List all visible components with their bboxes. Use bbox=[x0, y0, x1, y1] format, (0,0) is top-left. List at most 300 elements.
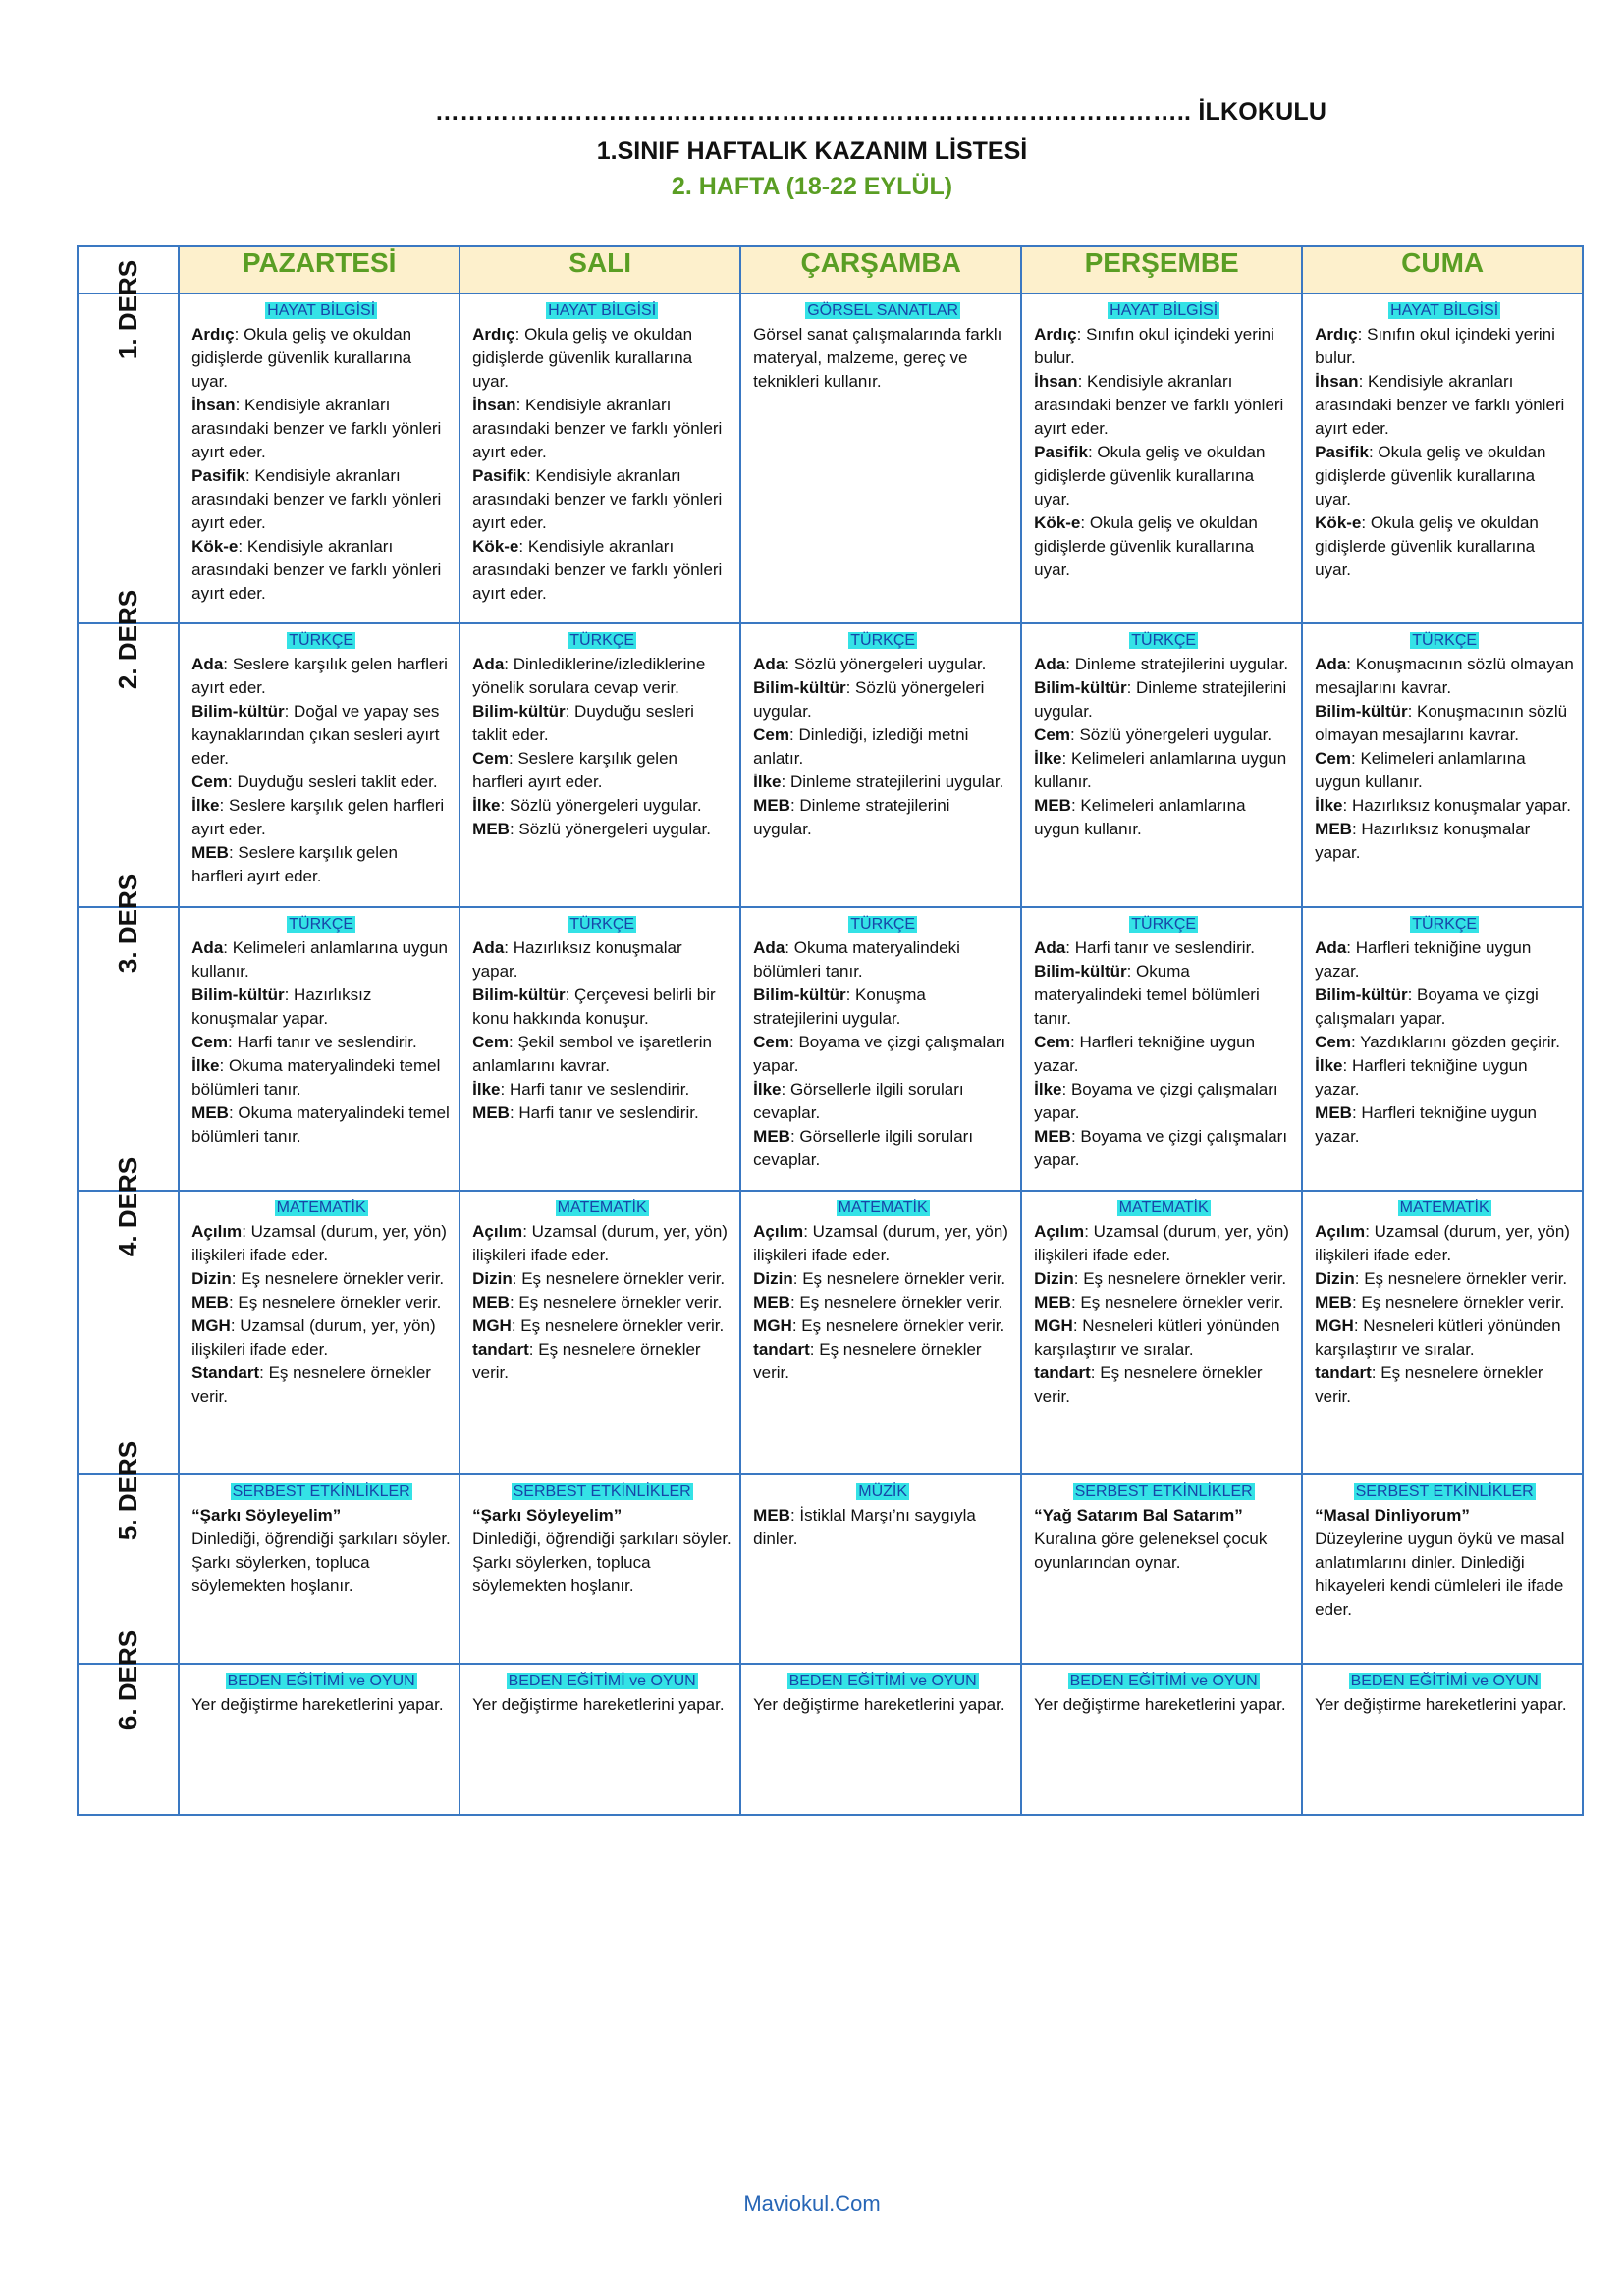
subject-tag: TÜRKÇE bbox=[850, 916, 916, 933]
subject-tag: SERBEST ETKİNLİKLER bbox=[513, 1483, 691, 1500]
outcome-text: : Seslere karşılık gelen harfleri ayırt eder. bbox=[191, 796, 445, 838]
schedule-cell bbox=[179, 907, 460, 1191]
outcome-entry bbox=[1315, 1101, 1574, 1148]
outcome-entry bbox=[753, 1125, 1012, 1172]
publisher-key: “Yağ Satarım Bal Satarım” bbox=[1034, 1506, 1243, 1524]
subject-tag: TÜRKÇE bbox=[569, 632, 635, 649]
day-header-row bbox=[78, 246, 1583, 294]
subject-tag: GÖRSEL SANATLAR bbox=[807, 302, 959, 319]
outcome-text: : Nesneleri kütleri yönünden karşılaştırır ve sıralar. bbox=[1034, 1316, 1280, 1359]
schedule-cell bbox=[1021, 1191, 1302, 1474]
subject-tag: TÜRKÇE bbox=[569, 916, 635, 933]
outcome-text: : Uzamsal (durum, yer, yön) ilişkileri ifade eder. bbox=[1315, 1222, 1570, 1264]
outcome-entry bbox=[753, 653, 1012, 676]
publisher-key: Ardıç bbox=[472, 325, 515, 344]
lesson-label-cell bbox=[78, 259, 179, 623]
schedule-cell bbox=[740, 1664, 1021, 1815]
lesson-label: 6. DERS bbox=[113, 1629, 143, 1731]
lesson-label: 4. DERS bbox=[113, 1156, 143, 1257]
outcome-entry bbox=[191, 1362, 451, 1409]
publisher-key: Kök-e bbox=[1315, 513, 1362, 532]
publisher-key: İlke bbox=[1034, 1080, 1062, 1098]
publisher-key: Bilim-kültür bbox=[1315, 702, 1408, 721]
schedule-cell bbox=[1302, 1474, 1583, 1664]
outcome-text: : Dinlediği, izlediği metni anlatır. bbox=[753, 725, 969, 768]
outcome-entry bbox=[472, 323, 731, 394]
outcome-text: : Harfi tanır ve seslendirir. bbox=[1065, 938, 1256, 957]
publisher-key: İlke bbox=[753, 1080, 782, 1098]
lesson-label: 1. DERS bbox=[113, 259, 143, 360]
outcome-text: : Harfleri tekniğine uygun yazar. bbox=[1315, 1056, 1528, 1098]
outcome-entry bbox=[753, 1504, 1012, 1551]
outcome-text: : Görsellerle ilgili soruları cevaplar. bbox=[753, 1080, 964, 1122]
schedule-cell bbox=[179, 294, 460, 623]
outcome-text: : Okula geliş ve okuldan gidişlerde güvenlik kurallarına uyar. bbox=[1034, 513, 1258, 579]
publisher-key: İlke bbox=[1315, 796, 1343, 815]
outcome-entry bbox=[1315, 700, 1574, 747]
publisher-key: Cem bbox=[191, 1033, 229, 1051]
publisher-key: İhsan bbox=[191, 396, 236, 414]
publisher-key: İlke bbox=[472, 1080, 501, 1098]
lesson-label-cell bbox=[78, 589, 179, 907]
outcome-entry bbox=[1315, 818, 1574, 865]
outcome-entry bbox=[1034, 441, 1293, 511]
outcome-entry bbox=[191, 1527, 451, 1598]
outcome-entry bbox=[472, 464, 731, 535]
outcome-text: : Eş nesnelere örnekler verir. bbox=[472, 1340, 701, 1382]
schedule-cell bbox=[740, 907, 1021, 1191]
publisher-key: Bilim-kültür bbox=[753, 986, 846, 1004]
outcome-entry bbox=[472, 1291, 731, 1314]
outcome-entry bbox=[191, 394, 451, 464]
outcome-text: : Kendisiyle akranları arasındaki benzer ve farklı yönleri ayırt eder. bbox=[191, 396, 442, 461]
lesson-label-cell bbox=[78, 873, 179, 1191]
outcome-entry bbox=[753, 1291, 1012, 1314]
subject-tag: BEDEN EĞİTİMİ ve OYUN bbox=[1350, 1673, 1539, 1689]
schedule-cell bbox=[460, 294, 740, 623]
publisher-key: MEB bbox=[1034, 796, 1071, 815]
outcome-text: : Çerçevesi belirli bir konu hakkında konuşur. bbox=[472, 986, 716, 1028]
schedule-cell bbox=[1302, 1191, 1583, 1474]
lesson-label-cell bbox=[78, 1156, 179, 1474]
outcome-entry bbox=[1034, 323, 1293, 370]
outcome-entry bbox=[191, 1220, 451, 1267]
outcome-text: : Okula geliş ve okuldan gidişlerde güvenlik kurallarına uyar. bbox=[1034, 443, 1266, 508]
schedule-cell bbox=[740, 294, 1021, 623]
outcome-entry bbox=[753, 984, 1012, 1031]
subject-tag: SERBEST ETKİNLİKLER bbox=[1355, 1483, 1534, 1500]
outcome-entry bbox=[472, 1527, 731, 1598]
outcome-entry bbox=[1034, 1031, 1293, 1078]
publisher-key: İlke bbox=[753, 773, 782, 791]
outcome-entry bbox=[753, 794, 1012, 841]
outcome-entry bbox=[1315, 1291, 1574, 1314]
outcome-entry bbox=[753, 723, 1012, 771]
lesson-row bbox=[78, 1191, 1583, 1474]
outcome-text: : Sözlü yönergeleri uygular. bbox=[500, 796, 702, 815]
subject-tag: TÜRKÇE bbox=[289, 632, 354, 649]
publisher-key: MGH bbox=[1034, 1316, 1073, 1335]
outcome-entry bbox=[191, 1101, 451, 1148]
day-header: SALI bbox=[460, 246, 740, 294]
publisher-key: İlke bbox=[191, 1056, 220, 1075]
publisher-key: İhsan bbox=[1315, 372, 1359, 391]
publisher-key: Açılım bbox=[191, 1222, 243, 1241]
outcome-text: Görsel sanat çalışmalarında farklı materyal, malzeme, gereç ve teknikleri kullanır. bbox=[753, 325, 1002, 391]
outcome-text: : Okula geliş ve okuldan gidişlerde güvenlik kurallarına uyar. bbox=[472, 325, 693, 391]
subject-tag: HAYAT BİLGİSİ bbox=[267, 302, 376, 319]
outcome-entry bbox=[1034, 676, 1293, 723]
subject-tag: MATEMATİK bbox=[838, 1200, 928, 1216]
publisher-key: tandart bbox=[472, 1340, 529, 1359]
publisher-key: Bilim-kültür bbox=[1315, 986, 1408, 1004]
schedule-cell bbox=[179, 1664, 460, 1815]
week-title: 2. HAFTA (18-22 EYLÜL) bbox=[671, 173, 953, 200]
publisher-key: Bilim-kültür bbox=[191, 986, 285, 1004]
outcome-entry bbox=[1034, 1125, 1293, 1172]
outcome-entry bbox=[753, 771, 1012, 794]
outcome-entry bbox=[1034, 794, 1293, 841]
subject-tag: TÜRKÇE bbox=[850, 632, 916, 649]
schedule-cell bbox=[1021, 623, 1302, 907]
publisher-key: tandart bbox=[1034, 1363, 1091, 1382]
day-header: PERŞEMBE bbox=[1021, 246, 1302, 294]
publisher-key: Cem bbox=[753, 725, 790, 744]
publisher-key: Kök-e bbox=[191, 537, 239, 556]
schedule-cell bbox=[460, 623, 740, 907]
publisher-key: MEB bbox=[191, 1293, 229, 1311]
schedule-cell bbox=[1021, 907, 1302, 1191]
outcome-text: : Okuma materyalindeki bölümleri tanır. bbox=[753, 938, 960, 981]
publisher-key: MEB bbox=[472, 1293, 510, 1311]
publisher-key: MGH bbox=[191, 1316, 231, 1335]
publisher-key: Pasifik bbox=[1315, 443, 1369, 461]
outcome-entry bbox=[1315, 441, 1574, 511]
outcome-text: Yer değiştirme hareketlerini yapar. bbox=[1034, 1695, 1286, 1714]
outcome-text: : Kendisiyle akranları arasındaki benzer ve farklı yönleri ayırt eder. bbox=[191, 537, 442, 603]
outcome-text: : Eş nesnelere örnekler verir. bbox=[1034, 1363, 1263, 1406]
outcome-text: : Eş nesnelere örnekler verir. bbox=[191, 1363, 431, 1406]
outcome-text: : Okula geliş ve okuldan gidişlerde güvenlik kurallarına uyar. bbox=[1315, 513, 1539, 579]
lesson-row bbox=[78, 1474, 1583, 1664]
day-header: CUMA bbox=[1302, 246, 1583, 294]
outcome-entry bbox=[191, 1031, 451, 1054]
outcome-entry bbox=[753, 1338, 1012, 1385]
publisher-key: Ada bbox=[191, 938, 224, 957]
publisher-key: Açılım bbox=[472, 1222, 523, 1241]
schedule-cell bbox=[460, 1474, 740, 1664]
outcome-text: : Boyama ve çizgi çalışmaları yapar. bbox=[1034, 1127, 1288, 1169]
publisher-key: Kök-e bbox=[472, 537, 519, 556]
publisher-key: MEB bbox=[1034, 1293, 1071, 1311]
schedule-cell bbox=[179, 1474, 460, 1664]
subject-tag: TÜRKÇE bbox=[1412, 632, 1478, 649]
publisher-key: Dizin bbox=[1034, 1269, 1074, 1288]
schedule-cell bbox=[1302, 1664, 1583, 1815]
outcome-text: : Kendisiyle akranları arasındaki benzer ve farklı yönleri ayırt eder. bbox=[472, 466, 723, 532]
schedule-cell bbox=[740, 623, 1021, 907]
outcome-text: : Hazırlıksız konuşmalar yapar. bbox=[1342, 796, 1571, 815]
outcome-text: : Uzamsal (durum, yer, yön) ilişkileri ifade eder. bbox=[191, 1316, 436, 1359]
lesson-label: 2. DERS bbox=[113, 589, 143, 690]
subject-tag: HAYAT BİLGİSİ bbox=[1390, 302, 1499, 319]
publisher-key: Cem bbox=[191, 773, 229, 791]
outcome-entry bbox=[1034, 723, 1293, 747]
publisher-key: Ada bbox=[1315, 655, 1347, 673]
outcome-entry bbox=[1315, 1267, 1574, 1291]
outcome-entry bbox=[1315, 1054, 1574, 1101]
publisher-key: Açılım bbox=[753, 1222, 804, 1241]
outcome-entry bbox=[1034, 1314, 1293, 1362]
publisher-key: Ardıç bbox=[1315, 325, 1358, 344]
schedule-table bbox=[77, 245, 1584, 1816]
outcome-text: : Eş nesnelere örnekler verir. bbox=[228, 1293, 442, 1311]
outcome-text: : Eş nesnelere örnekler verir. bbox=[1351, 1293, 1565, 1311]
outcome-entry bbox=[753, 1078, 1012, 1125]
outcome-text: : Boyama ve çizgi çalışmaları yapar. bbox=[753, 1033, 1006, 1075]
publisher-key: Ada bbox=[753, 655, 785, 673]
publisher-key: MEB bbox=[753, 1127, 790, 1146]
outcome-text: : Dinlediklerine/izlediklerine yönelik sorulara cevap verir. bbox=[472, 655, 706, 697]
outcome-entry bbox=[472, 1338, 731, 1385]
outcome-text: Kuralına göre geleneksel çocuk oyunlarından oynar. bbox=[1034, 1529, 1268, 1572]
lesson-row bbox=[78, 294, 1583, 623]
outcome-entry bbox=[1315, 1031, 1574, 1054]
publisher-key: Cem bbox=[1034, 1033, 1071, 1051]
subject-tag: TÜRKÇE bbox=[1131, 632, 1197, 649]
outcome-text: : İstiklal Marşı’nı saygıyla dinler. bbox=[753, 1506, 976, 1548]
outcome-entry bbox=[1315, 794, 1574, 818]
outcome-text: : Eş nesnelere örnekler verir. bbox=[509, 1293, 723, 1311]
schedule-cell bbox=[179, 1191, 460, 1474]
publisher-key: MEB bbox=[1315, 1293, 1352, 1311]
subject-tag: MATEMATİK bbox=[1118, 1200, 1209, 1216]
outcome-text: : Okula geliş ve okuldan gidişlerde güvenlik kurallarına uyar. bbox=[1315, 443, 1546, 508]
outcome-text: : Seslere karşılık gelen harfleri ayırt eder. bbox=[472, 749, 677, 791]
outcome-entry bbox=[753, 936, 1012, 984]
outcome-text: : Dinleme stratejilerini uygular. bbox=[1065, 655, 1289, 673]
outcome-text: : Seslere karşılık gelen harfleri ayırt eder. bbox=[191, 655, 448, 697]
outcome-entry bbox=[191, 653, 451, 700]
outcome-entry bbox=[1034, 1291, 1293, 1314]
outcome-entry bbox=[753, 323, 1012, 394]
publisher-key: Bilim-kültür bbox=[472, 702, 566, 721]
publisher-key: Cem bbox=[472, 1033, 510, 1051]
outcome-text: : Eş nesnelere örnekler verir. bbox=[753, 1340, 982, 1382]
outcome-entry bbox=[191, 1504, 451, 1527]
outcome-entry bbox=[191, 1267, 451, 1291]
outcome-entry bbox=[191, 1291, 451, 1314]
outcome-entry bbox=[191, 841, 451, 888]
publisher-key: Dizin bbox=[191, 1269, 232, 1288]
outcome-text: : Harfleri tekniğine uygun yazar. bbox=[1315, 938, 1532, 981]
outcome-text: : Nesneleri kütleri yönünden karşılaştırır ve sıralar. bbox=[1315, 1316, 1561, 1359]
outcome-text: : Eş nesnelere örnekler verir. bbox=[511, 1316, 725, 1335]
publisher-key: Cem bbox=[1315, 749, 1352, 768]
publisher-key: Cem bbox=[1315, 1033, 1352, 1051]
outcome-entry bbox=[472, 653, 731, 700]
outcome-text: : Kendisiyle akranları arasındaki benzer ve farklı yönleri ayırt eder. bbox=[191, 466, 442, 532]
publisher-key: tandart bbox=[753, 1340, 810, 1359]
outcome-entry bbox=[1034, 1267, 1293, 1291]
publisher-key: Ada bbox=[1034, 938, 1066, 957]
outcome-entry bbox=[1315, 936, 1574, 984]
subject-tag: MATEMATİK bbox=[1399, 1200, 1489, 1216]
outcome-text: Yer değiştirme hareketlerini yapar. bbox=[472, 1695, 725, 1714]
publisher-key: İhsan bbox=[472, 396, 516, 414]
outcome-entry bbox=[753, 676, 1012, 723]
publisher-key: MEB bbox=[191, 1103, 229, 1122]
outcome-entry bbox=[1034, 960, 1293, 1031]
outcome-entry bbox=[191, 1054, 451, 1101]
outcome-text: : Eş nesnelere örnekler verir. bbox=[791, 1316, 1005, 1335]
outcome-text: : Okula geliş ve okuldan gidişlerde güvenlik kurallarına uyar. bbox=[191, 325, 412, 391]
schedule-cell bbox=[1302, 623, 1583, 907]
outcome-text: : Okuma materyalindeki temel bölümleri tanır. bbox=[191, 1103, 450, 1146]
outcome-entry bbox=[191, 700, 451, 771]
outcome-entry bbox=[1034, 1693, 1293, 1717]
outcome-entry bbox=[1315, 1693, 1574, 1717]
outcome-entry bbox=[472, 1693, 731, 1717]
outcome-text: : Kelimeleri anlamlarına uygun kullanır. bbox=[191, 938, 448, 981]
publisher-key: Ada bbox=[472, 655, 505, 673]
outcome-text: : Eş nesnelere örnekler verir. bbox=[231, 1269, 445, 1288]
outcome-text: : Uzamsal (durum, yer, yön) ilişkileri ifade eder. bbox=[472, 1222, 728, 1264]
publisher-key: Bilim-kültür bbox=[753, 678, 846, 697]
subject-tag: BEDEN EĞİTİMİ ve OYUN bbox=[1069, 1673, 1258, 1689]
outcome-entry bbox=[472, 936, 731, 984]
publisher-key: Bilim-kültür bbox=[472, 986, 566, 1004]
outcome-text: : Uzamsal (durum, yer, yön) ilişkileri ifade eder. bbox=[753, 1222, 1008, 1264]
outcome-entry bbox=[191, 936, 451, 984]
outcome-entry bbox=[1034, 511, 1293, 582]
outcome-entry bbox=[753, 1314, 1012, 1338]
subject-tag: MATEMATİK bbox=[276, 1200, 366, 1216]
schedule-cell bbox=[740, 1474, 1021, 1664]
outcome-text: : Yazdıklarını gözden geçirir. bbox=[1351, 1033, 1560, 1051]
subject-tag: TÜRKÇE bbox=[1412, 916, 1478, 933]
outcome-entry bbox=[472, 1031, 731, 1078]
publisher-key: MEB bbox=[753, 1293, 790, 1311]
outcome-text: : Sözlü yönergeleri uygular. bbox=[785, 655, 987, 673]
outcome-text: : Harfi tanır ve seslendirir. bbox=[500, 1080, 690, 1098]
publisher-key: Ardıç bbox=[191, 325, 235, 344]
publisher-key: Cem bbox=[1034, 725, 1071, 744]
outcome-entry bbox=[753, 1693, 1012, 1717]
publisher-key: Ada bbox=[191, 655, 224, 673]
publisher-key: Ada bbox=[1315, 938, 1347, 957]
outcome-text: : Görsellerle ilgili soruları cevaplar. bbox=[753, 1127, 974, 1169]
outcome-entry bbox=[191, 1314, 451, 1362]
subject-tag: HAYAT BİLGİSİ bbox=[1110, 302, 1218, 319]
outcome-entry bbox=[472, 535, 731, 606]
publisher-key: İlke bbox=[1315, 1056, 1343, 1075]
outcome-entry bbox=[472, 1220, 731, 1267]
publisher-key: Standart bbox=[191, 1363, 260, 1382]
outcome-text: : Eş nesnelere örnekler verir. bbox=[1315, 1363, 1543, 1406]
outcome-entry bbox=[472, 747, 731, 794]
outcome-entry bbox=[1034, 653, 1293, 676]
outcome-entry bbox=[191, 464, 451, 535]
outcome-entry bbox=[472, 394, 731, 464]
publisher-key: Cem bbox=[753, 1033, 790, 1051]
publisher-key: MEB bbox=[1315, 1103, 1352, 1122]
outcome-entry bbox=[472, 700, 731, 747]
subject-tag: SERBEST ETKİNLİKLER bbox=[1074, 1483, 1253, 1500]
outcome-text: : Dinleme stratejilerini uygular. bbox=[753, 796, 950, 838]
day-header: ÇARŞAMBA bbox=[740, 246, 1021, 294]
publisher-key: “Masal Dinliyorum” bbox=[1315, 1506, 1470, 1524]
footer-brand: Maviokul.Com bbox=[743, 2191, 881, 2216]
schedule-cell bbox=[179, 623, 460, 907]
outcome-text: : Boyama ve çizgi çalışmaları yapar. bbox=[1034, 1080, 1278, 1122]
lesson-label: 5. DERS bbox=[113, 1440, 143, 1541]
schedule-cell bbox=[460, 1191, 740, 1474]
outcome-text: Yer değiştirme hareketlerini yapar. bbox=[1315, 1695, 1567, 1714]
schedule-cell bbox=[1302, 294, 1583, 623]
publisher-key: Ardıç bbox=[1034, 325, 1077, 344]
publisher-key: MEB bbox=[1315, 820, 1352, 838]
publisher-key: Ada bbox=[753, 938, 785, 957]
outcome-text: Dinlediği, öğrendiği şarkıları söyler. Şarkı söylerken, topluca söylemekten hoşlanır. bbox=[191, 1529, 451, 1595]
schedule-cell bbox=[1021, 294, 1302, 623]
outcome-text: : Kelimeleri anlamlarına uygun kullanır. bbox=[1034, 796, 1246, 838]
outcome-text: : Okuma materyalindeki temel bölümleri tanır. bbox=[191, 1056, 441, 1098]
outcome-entry bbox=[1315, 1504, 1574, 1527]
outcome-text: Yer değiştirme hareketlerini yapar. bbox=[753, 1695, 1005, 1714]
publisher-key: MEB bbox=[753, 796, 790, 815]
subject-tag: MATEMATİK bbox=[557, 1200, 647, 1216]
publisher-key: İlke bbox=[472, 796, 501, 815]
outcome-text: : Kendisiyle akranları arasındaki benzer ve farklı yönleri ayırt eder. bbox=[472, 396, 723, 461]
publisher-key: Dizin bbox=[472, 1269, 513, 1288]
outcome-text: : Okuma materyalindeki temel bölümleri tanır. bbox=[1034, 962, 1260, 1028]
outcome-entry bbox=[1315, 747, 1574, 794]
outcome-entry bbox=[1034, 936, 1293, 960]
outcome-entry bbox=[1315, 1527, 1574, 1622]
outcome-entry bbox=[472, 984, 731, 1031]
outcome-text: : Şekil sembol ve işaretlerin anlamlarını kavrar. bbox=[472, 1033, 712, 1075]
outcome-entry bbox=[191, 1693, 451, 1717]
outcome-text: : Sözlü yönergeleri uygular. bbox=[509, 820, 711, 838]
subject-tag: HAYAT BİLGİSİ bbox=[548, 302, 657, 319]
outcome-text: : Doğal ve yapay ses kaynaklarından çıkan sesleri ayırt eder. bbox=[191, 702, 440, 768]
outcome-entry bbox=[191, 771, 451, 794]
publisher-key: MGH bbox=[753, 1316, 792, 1335]
publisher-key: Pasifik bbox=[472, 466, 526, 485]
outcome-text: : Eş nesnelere örnekler verir. bbox=[512, 1269, 726, 1288]
outcome-text: : Konuşmacının sözlü olmayan mesajlarını kavrar. bbox=[1315, 655, 1574, 697]
day-header: PAZARTESİ bbox=[179, 246, 460, 294]
subject-tag: TÜRKÇE bbox=[1131, 916, 1197, 933]
outcome-entry bbox=[1034, 1220, 1293, 1267]
outcome-entry bbox=[1034, 747, 1293, 794]
outcome-text: : Konuşma stratejilerini uygular. bbox=[753, 986, 926, 1028]
outcome-entry bbox=[1315, 984, 1574, 1031]
publisher-key: Ada bbox=[1034, 655, 1066, 673]
outcome-text: : Sınıfın okul içindeki yerini bulur. bbox=[1034, 325, 1274, 367]
publisher-key: “Şarkı Söyleyelim” bbox=[191, 1506, 342, 1524]
outcome-entry bbox=[472, 1267, 731, 1291]
publisher-key: İlke bbox=[191, 796, 220, 815]
outcome-entry bbox=[753, 1031, 1012, 1078]
outcome-text: : Uzamsal (durum, yer, yön) ilişkileri ifade eder. bbox=[191, 1222, 447, 1264]
schedule-cell bbox=[460, 1664, 740, 1815]
publisher-key: MGH bbox=[1315, 1316, 1354, 1335]
school-name: ……………………………………………………………………………….. İLKOKULU bbox=[434, 98, 1327, 126]
publisher-key: Bilim-kültür bbox=[1034, 962, 1127, 981]
publisher-key: MEB bbox=[472, 1103, 510, 1122]
